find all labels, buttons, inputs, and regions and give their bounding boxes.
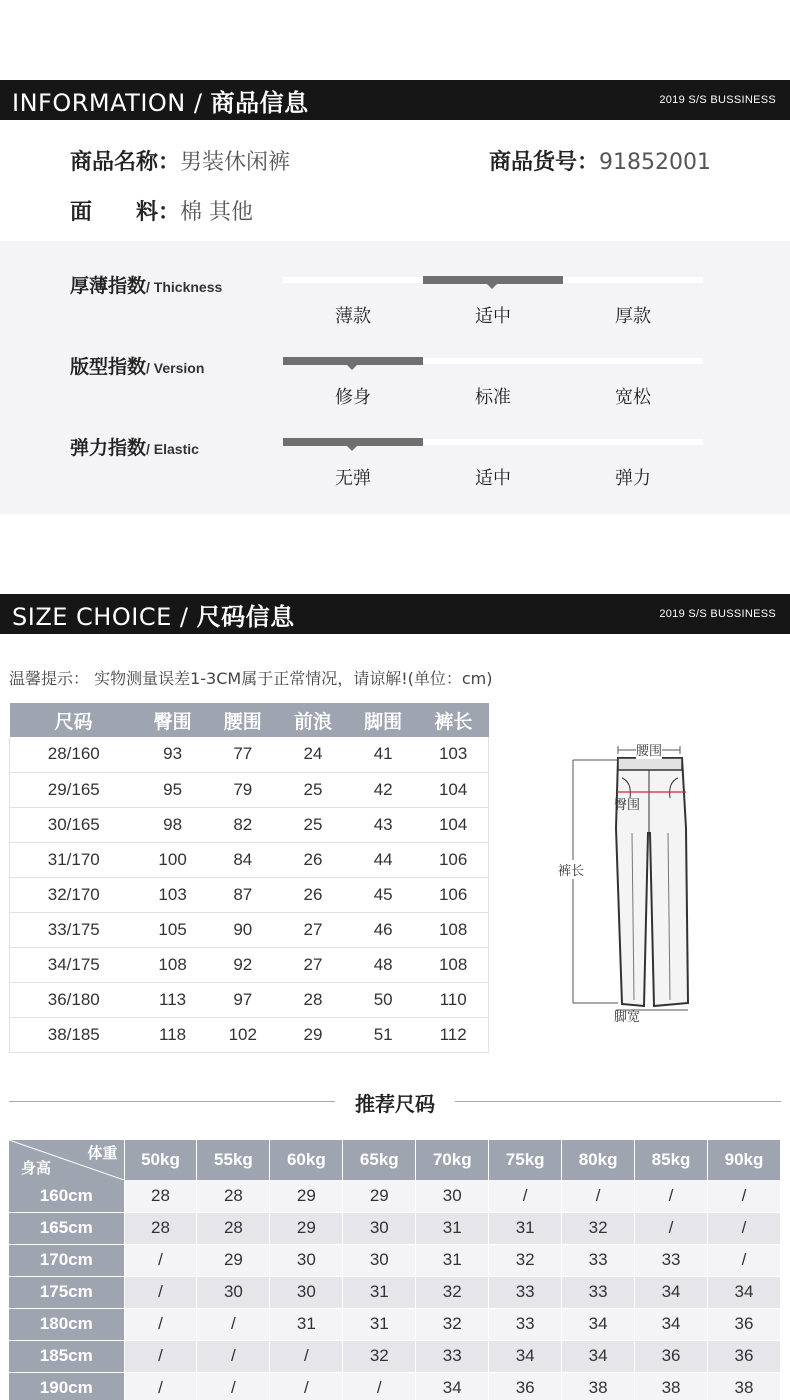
table-cell: 29 [270, 1212, 343, 1244]
version-option-slim: 修身 [335, 387, 371, 408]
table-row [9, 1308, 781, 1340]
table-cell: 25 [278, 807, 348, 842]
table-cell: 92 [208, 947, 278, 982]
table-cell: 32 [416, 1276, 489, 1308]
size-table-header [10, 703, 489, 737]
table-cell: 28/160 [10, 737, 138, 772]
table-cell: 33 [489, 1308, 562, 1340]
information-header [0, 80, 790, 120]
table-cell: 36 [708, 1340, 781, 1372]
table-cell: 26 [278, 877, 348, 912]
product-code-value: 91852001 [599, 150, 711, 175]
table-row [9, 1212, 781, 1244]
size-season-label: 2019 S/S BUSSINESS [659, 608, 776, 620]
table-row [9, 1372, 781, 1400]
height-header: 165cm [9, 1212, 124, 1244]
table-row [9, 1276, 781, 1308]
table-cell: 28 [197, 1180, 270, 1212]
elastic-indicator [283, 438, 423, 446]
table-cell: / [124, 1308, 197, 1340]
thickness-option-thick: 厚款 [615, 306, 651, 327]
table-row [10, 947, 489, 982]
corner-weight-label: 体重 [87, 1145, 118, 1162]
table-cell: / [635, 1180, 708, 1212]
table-cell: 32/170 [10, 877, 138, 912]
recommend-title-row [9, 1086, 781, 1116]
version-label [70, 352, 204, 379]
diagram-waist-label: 腰围 [636, 740, 662, 759]
table-cell: 105 [138, 912, 208, 947]
information-title [12, 83, 309, 118]
table-cell: 27 [278, 912, 348, 947]
table-cell: 33 [416, 1340, 489, 1372]
table-cell: / [708, 1212, 781, 1244]
table-cell: / [343, 1372, 416, 1400]
thickness-label [70, 271, 222, 298]
table-cell: 32 [562, 1212, 635, 1244]
size-choice-title-cn: 尺码信息 [196, 602, 295, 631]
table-cell: 36 [489, 1372, 562, 1400]
thickness-option-medium: 适中 [475, 306, 511, 327]
product-code-label: 商品货号： [489, 150, 600, 175]
table-cell: 29 [197, 1244, 270, 1276]
table-cell: 27 [278, 947, 348, 982]
table-cell: / [708, 1180, 781, 1212]
version-label-cn: 版型指数 [70, 356, 147, 378]
thickness-scale [283, 277, 703, 283]
trousers-diagram [556, 738, 706, 1028]
table-cell: 30 [197, 1276, 270, 1308]
height-header: 160cm [9, 1180, 124, 1212]
table-cell: 108 [418, 947, 488, 982]
weight-header: 70kg [416, 1140, 489, 1180]
size-choice-header [0, 594, 790, 634]
table-cell: 50 [348, 982, 418, 1017]
table-cell: 34 [489, 1340, 562, 1372]
table-cell: 108 [418, 912, 488, 947]
elastic-option-none: 无弹 [335, 468, 371, 489]
table-cell: 30 [416, 1180, 489, 1212]
table-cell: 103 [418, 737, 488, 772]
weight-header: 60kg [270, 1140, 343, 1180]
table-cell: 28 [197, 1212, 270, 1244]
table-cell: 31 [343, 1308, 416, 1340]
table-cell: 33 [489, 1276, 562, 1308]
height-header: 170cm [9, 1244, 124, 1276]
table-cell: 79 [208, 772, 278, 807]
table-cell: / [562, 1180, 635, 1212]
table-cell: 34 [562, 1340, 635, 1372]
table-cell: 48 [348, 947, 418, 982]
table-cell: 87 [208, 877, 278, 912]
corner-cell [9, 1140, 124, 1180]
table-cell: / [270, 1372, 343, 1400]
table-cell: 38/185 [10, 1017, 138, 1052]
table-cell: 44 [348, 842, 418, 877]
version-scale [283, 358, 703, 364]
table-row [10, 807, 489, 842]
table-cell: 43 [348, 807, 418, 842]
col-hip: 臀围 [138, 703, 208, 737]
information-title-en: INFORMATION / [12, 88, 203, 117]
table-cell: 46 [348, 912, 418, 947]
table-row [10, 772, 489, 807]
table-cell: 82 [208, 807, 278, 842]
table-cell: / [124, 1276, 197, 1308]
table-cell: 108 [138, 947, 208, 982]
table-cell: 33 [635, 1244, 708, 1276]
table-cell: / [197, 1308, 270, 1340]
table-cell: 34 [562, 1308, 635, 1340]
table-cell: 30 [343, 1244, 416, 1276]
fabric-value: 棉 其他 [180, 200, 254, 225]
table-cell: 106 [418, 877, 488, 912]
size-table [9, 703, 489, 1053]
measurement-tip: 温馨提示： 实物测量误差1-3CM属于正常情况，请谅解!(单位：cm) [9, 669, 493, 688]
table-cell: 34 [635, 1276, 708, 1308]
table-cell: 95 [138, 772, 208, 807]
table-row [9, 1340, 781, 1372]
recommend-title: 推荐尺码 [355, 1092, 435, 1116]
col-rise: 前浪 [278, 703, 348, 737]
table-cell: 118 [138, 1017, 208, 1052]
table-row [10, 982, 489, 1017]
size-choice-title-en: SIZE CHOICE / [12, 602, 189, 631]
elastic-option-stretch: 弹力 [615, 468, 651, 489]
table-cell: 28 [124, 1180, 197, 1212]
table-cell: 93 [138, 737, 208, 772]
size-choice-title [12, 597, 295, 632]
table-cell: 36 [635, 1340, 708, 1372]
table-cell: / [124, 1372, 197, 1400]
diagram-length-label: 裤长 [558, 860, 584, 879]
table-row [9, 1180, 781, 1212]
weight-header: 85kg [635, 1140, 708, 1180]
product-code-row [489, 145, 711, 176]
table-cell: 29 [278, 1017, 348, 1052]
table-cell: 32 [489, 1244, 562, 1276]
col-length: 裤长 [418, 703, 488, 737]
table-cell: 25 [278, 772, 348, 807]
table-cell: 33 [562, 1276, 635, 1308]
table-cell: 103 [138, 877, 208, 912]
table-cell: 29/165 [10, 772, 138, 807]
col-waist: 腰围 [208, 703, 278, 737]
thickness-label-cn: 厚薄指数 [70, 275, 147, 297]
weight-header: 80kg [562, 1140, 635, 1180]
table-cell: / [197, 1372, 270, 1400]
table-cell: 30/165 [10, 807, 138, 842]
elastic-option-medium: 适中 [475, 468, 511, 489]
weight-header: 90kg [708, 1140, 781, 1180]
table-cell: 31 [343, 1276, 416, 1308]
height-header: 175cm [9, 1276, 124, 1308]
table-cell: 26 [278, 842, 348, 877]
table-cell: 30 [270, 1276, 343, 1308]
table-row [10, 842, 489, 877]
table-cell: 51 [348, 1017, 418, 1052]
height-header: 190cm [9, 1372, 124, 1400]
fabric-row [70, 195, 253, 226]
col-size: 尺码 [10, 703, 138, 737]
table-cell: / [124, 1340, 197, 1372]
table-cell: / [124, 1244, 197, 1276]
trousers-outline-icon [556, 738, 706, 1028]
product-name-label: 商品名称： [70, 150, 181, 175]
table-cell: 34 [635, 1308, 708, 1340]
table-cell: 90 [208, 912, 278, 947]
season-label: 2019 S/S BUSSINESS [659, 94, 776, 106]
table-cell: 45 [348, 877, 418, 912]
table-cell: 104 [418, 807, 488, 842]
table-cell: 31 [489, 1212, 562, 1244]
diagram-hip-label: 臀围 [614, 798, 641, 813]
table-row [10, 1017, 489, 1052]
diagram-hem-label: 脚宽 [614, 1010, 641, 1025]
weight-header: 55kg [197, 1140, 270, 1180]
thickness-option-thin: 薄款 [335, 306, 371, 327]
table-cell: 34 [708, 1276, 781, 1308]
version-option-regular: 标准 [475, 387, 511, 408]
table-cell: 24 [278, 737, 348, 772]
table-cell: 33/175 [10, 912, 138, 947]
table-cell: 77 [208, 737, 278, 772]
table-cell: 106 [418, 842, 488, 877]
fabric-label: 面 料： [70, 200, 181, 225]
product-name-row [70, 145, 290, 176]
table-cell: 38 [635, 1372, 708, 1400]
table-cell: 36/180 [10, 982, 138, 1017]
table-cell: 31 [270, 1308, 343, 1340]
table-cell: 29 [270, 1180, 343, 1212]
table-row [10, 912, 489, 947]
table-cell: 41 [348, 737, 418, 772]
table-cell: 31/170 [10, 842, 138, 877]
elastic-label-cn: 弹力指数 [70, 437, 147, 459]
elastic-label [70, 433, 199, 460]
table-cell: 30 [343, 1212, 416, 1244]
version-option-loose: 宽松 [615, 387, 651, 408]
table-cell: 30 [270, 1244, 343, 1276]
table-cell: 113 [138, 982, 208, 1017]
table-cell: 36 [708, 1308, 781, 1340]
table-cell: / [708, 1244, 781, 1276]
table-cell: 34/175 [10, 947, 138, 982]
corner-height-label: 身高 [21, 1160, 52, 1177]
table-cell: 84 [208, 842, 278, 877]
index-panel [0, 241, 790, 514]
table-cell: 98 [138, 807, 208, 842]
table-cell: 100 [138, 842, 208, 877]
thickness-label-en: / Thickness [146, 279, 223, 295]
table-row [10, 737, 489, 772]
weight-header: 50kg [124, 1140, 197, 1180]
table-cell: 38 [708, 1372, 781, 1400]
product-name-value: 男装休闲裤 [180, 150, 291, 175]
table-cell: 31 [416, 1212, 489, 1244]
table-row [9, 1244, 781, 1276]
table-cell: 38 [562, 1372, 635, 1400]
version-label-en: / Version [146, 360, 205, 376]
table-cell: / [270, 1340, 343, 1372]
col-hem: 脚围 [348, 703, 418, 737]
table-cell: / [635, 1212, 708, 1244]
table-cell: 112 [418, 1017, 488, 1052]
weight-header: 65kg [343, 1140, 416, 1180]
table-cell: 28 [278, 982, 348, 1017]
table-cell: 29 [343, 1180, 416, 1212]
table-cell: 104 [418, 772, 488, 807]
table-cell: 110 [418, 982, 488, 1017]
table-cell: 102 [208, 1017, 278, 1052]
table-cell: 31 [416, 1244, 489, 1276]
table-cell: 97 [208, 982, 278, 1017]
table-cell: 33 [562, 1244, 635, 1276]
table-row [10, 877, 489, 912]
table-cell: 32 [343, 1340, 416, 1372]
table-cell: / [197, 1340, 270, 1372]
thickness-indicator [423, 276, 563, 284]
table-cell: 42 [348, 772, 418, 807]
weight-header: 75kg [489, 1140, 562, 1180]
recommend-table [9, 1140, 781, 1400]
version-indicator [283, 357, 423, 365]
table-cell: 34 [416, 1372, 489, 1400]
table-cell: / [489, 1180, 562, 1212]
table-cell: 32 [416, 1308, 489, 1340]
elastic-scale [283, 439, 703, 445]
recommend-header [9, 1140, 781, 1180]
elastic-label-en: / Elastic [146, 441, 199, 457]
table-cell: 28 [124, 1212, 197, 1244]
height-header: 185cm [9, 1340, 124, 1372]
information-title-cn: 商品信息 [210, 88, 309, 117]
height-header: 180cm [9, 1308, 124, 1340]
